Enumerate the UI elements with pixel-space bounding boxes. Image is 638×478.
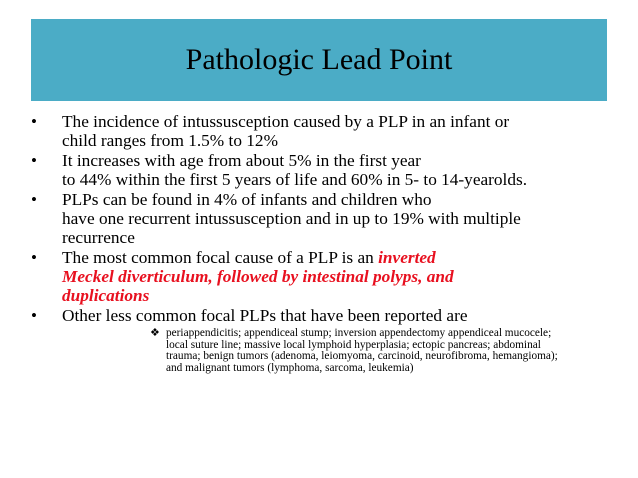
bullet-list xyxy=(28,112,628,325)
bullet-item xyxy=(28,306,628,325)
bullet-text-line: child ranges from 1.5% to 12% xyxy=(62,131,278,150)
bullet-text-line: to 44% within the first 5 years of life and 60% in 5- to 14-yearolds. xyxy=(62,170,528,189)
emphasis-text: duplications xyxy=(62,286,150,305)
sub-bullet-list xyxy=(28,328,628,374)
bullet-text-line: PLPs can be found in 4% of infants and children who xyxy=(62,190,432,209)
bullet-item xyxy=(28,112,628,150)
sub-bullet-item xyxy=(150,328,628,374)
emphasis-text: Meckel diverticulum, followed by intestinal polyps, and xyxy=(62,267,454,286)
slide-body xyxy=(28,112,628,374)
title-banner xyxy=(31,19,607,101)
bullet-text-line xyxy=(62,248,628,267)
slide-title: Pathologic Lead Point xyxy=(185,43,453,76)
bullet-item xyxy=(28,248,628,305)
sub-bullet-line: local suture line; massive local lymphoid hyperplasia; ectopic pancreas; abdominal xyxy=(166,338,541,351)
sub-bullet-line: trauma; benign tumors (adenoma, leiomyoma, carcinoid, neurofibroma, hemangioma); xyxy=(166,350,558,363)
bullet-item xyxy=(28,151,628,189)
sub-bullet-line: and malignant tumors (lymphoma, sarcoma, leukemia) xyxy=(166,361,414,374)
bullet-text-line: It increases with age from about 5% in the first year xyxy=(62,151,421,170)
bullet-text-prefix: The most common focal cause of a PLP is an xyxy=(62,248,379,267)
diamond-bullet-icon: ❖ xyxy=(150,327,160,339)
bullet-text-line: The incidence of intussusception caused by a PLP in an infant or xyxy=(62,112,510,131)
emphasis-text: inverted xyxy=(378,248,436,267)
bullet-dot-icon: • xyxy=(31,151,37,170)
bullet-dot-icon: • xyxy=(31,190,37,209)
bullet-dot-icon: • xyxy=(31,306,37,325)
bullet-item xyxy=(28,190,628,247)
bullet-text-line: Other less common focal PLPs that have been reported are xyxy=(62,306,468,325)
bullet-dot-icon: • xyxy=(31,248,37,267)
bullet-text-line: have one recurrent intussusception and in up to 19% with multiple xyxy=(62,209,521,228)
bullet-dot-icon: • xyxy=(31,112,37,131)
sub-bullet-line: periappendicitis; appendiceal stump; inversion appendectomy appendiceal mucocele; xyxy=(166,327,552,339)
bullet-text-line: recurrence xyxy=(62,228,135,247)
